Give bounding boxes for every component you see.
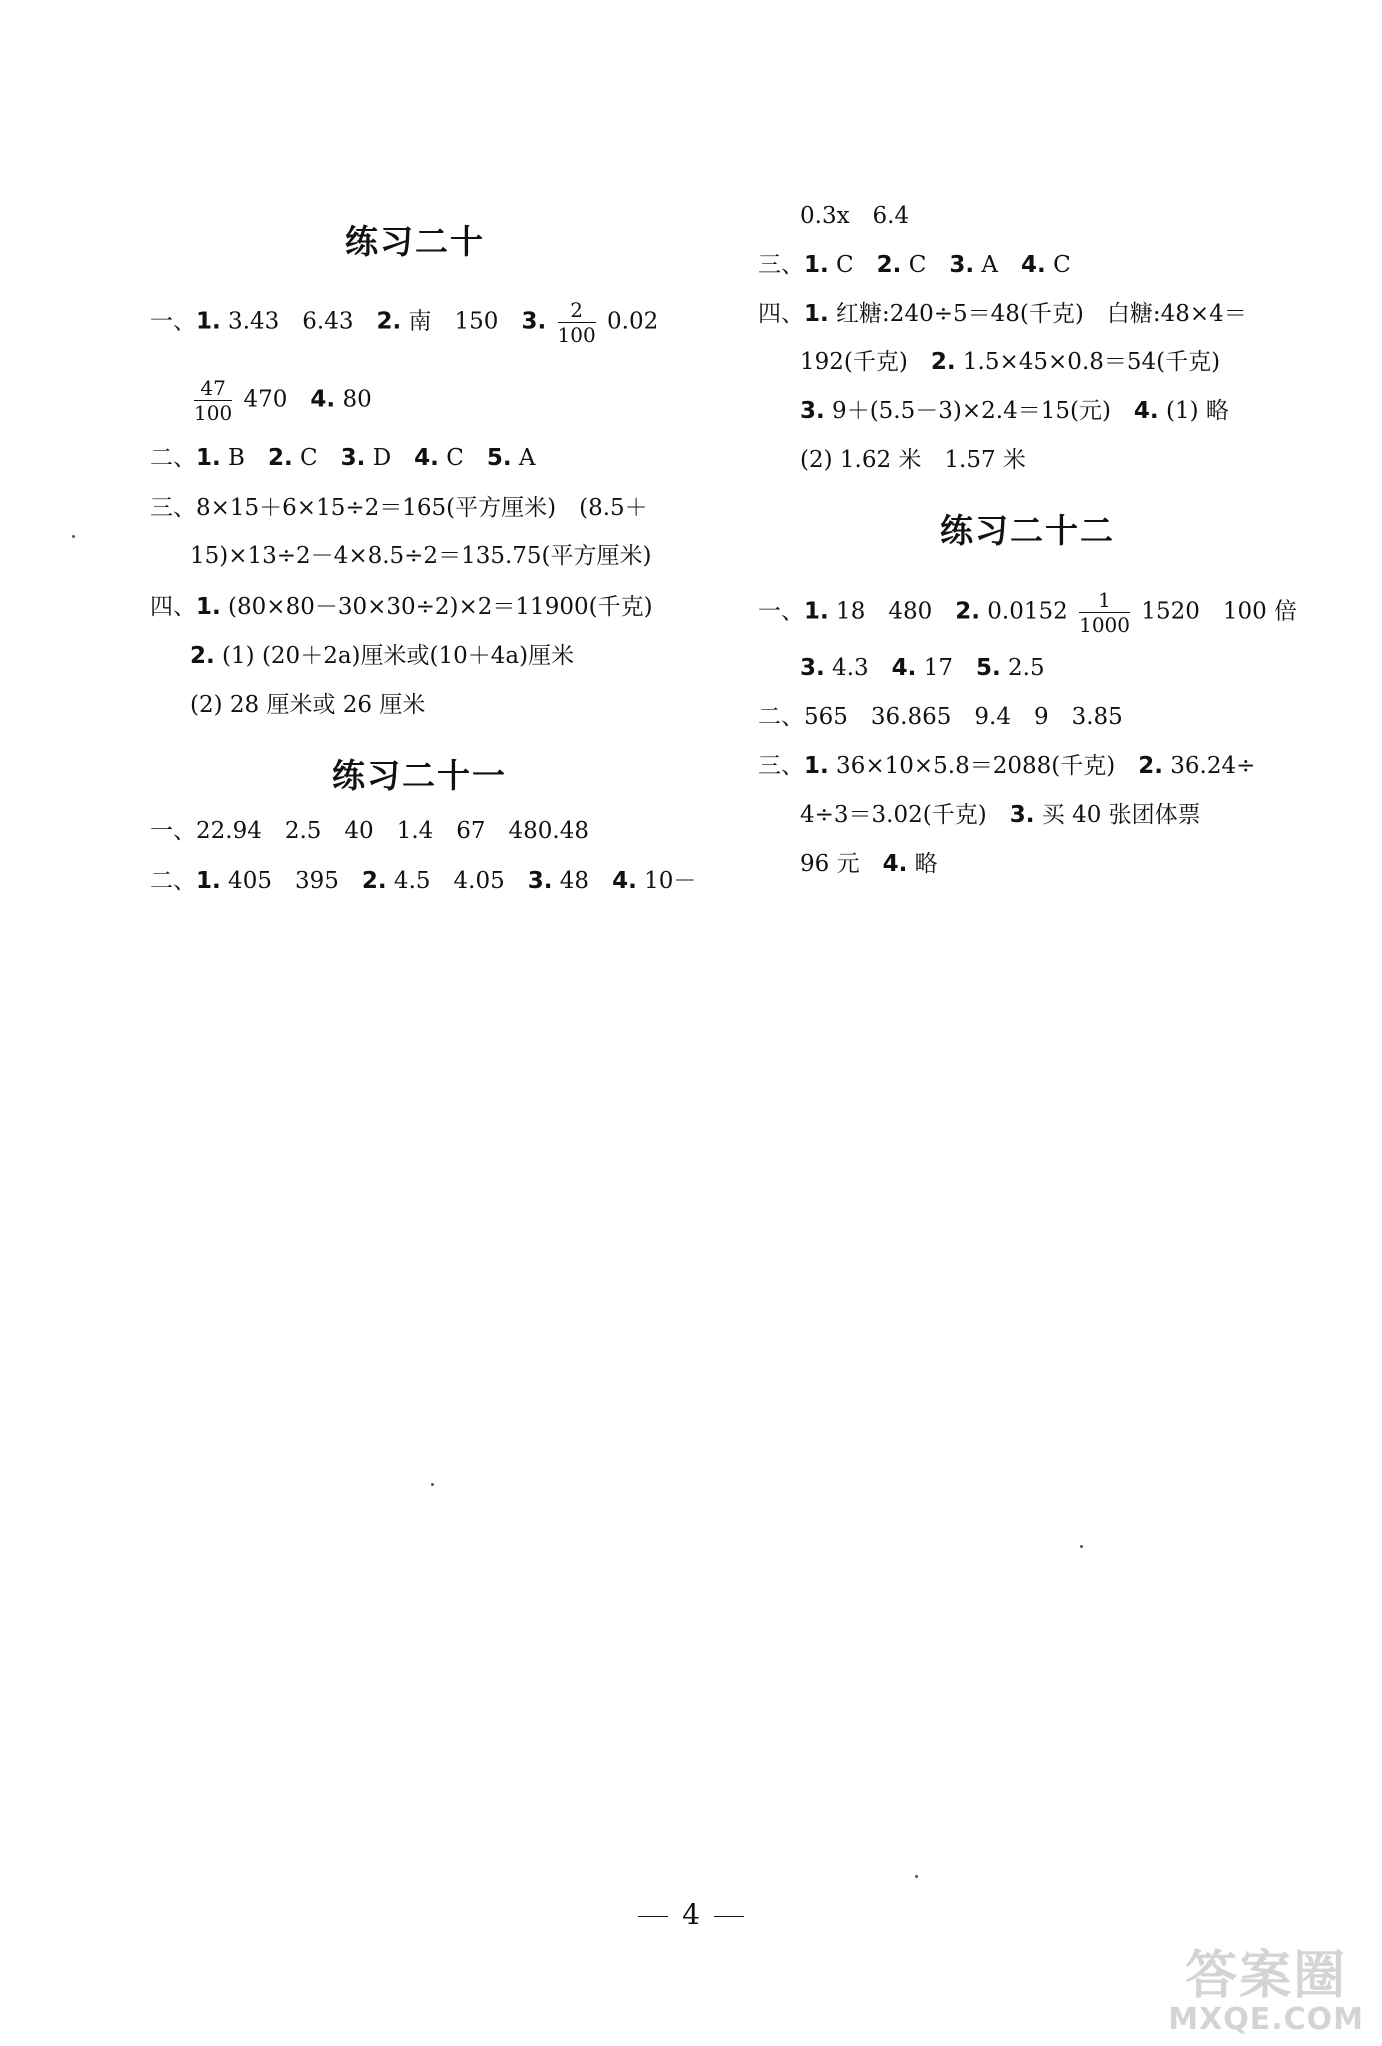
scan-speck [72, 535, 75, 538]
section-title-21: 练习二十一 [332, 756, 507, 795]
section-title-22: 练习二十二 [940, 511, 1115, 550]
answer-21-part3: 三、1. C 2. C 3. A 4. C [758, 252, 1071, 278]
answer-21-part4-line3: 3. 9＋(5.5－3)×2.4＝15(元) 4. (1) 略 [800, 398, 1229, 424]
answer-20-part4-line3: (2) 28 厘米或 26 厘米 [190, 692, 426, 718]
answer-21-part2-cont: 0.3x 6.4 [800, 203, 910, 229]
answer-20-part1-cont: $\frac{47}{100}$ 470 4. 80 [194, 376, 372, 425]
answer-20-part4-line2: 2. (1) (20＋2a)厘米或(10＋4a)厘米 [190, 643, 575, 669]
scan-speck [915, 1875, 918, 1878]
answer-21-part4-line1: 四、1. 红糖:240÷5＝48(千克) 白糖:48×4＝ [758, 301, 1247, 327]
answer-22-part1: 一、1. 18 480 2. 0.0152 $\frac{1}{1000}$ 1520 100 倍 [758, 588, 1298, 637]
answer-20-part4-line1: 四、1. (80×80－30×30÷2)×2＝11900(千克) [150, 594, 653, 620]
answer-22-part1-cont: 3. 4.3 4. 17 5. 2.5 [800, 655, 1045, 681]
answer-21-part4-line2: 192(千克) 2. 1.5×45×0.8＝54(千克) [800, 349, 1221, 375]
section-title-20: 练习二十 [345, 222, 485, 261]
fraction: $\frac{2}{100}$ [557, 298, 596, 347]
answer-21-part1: 一、22.94 2.5 40 1.4 67 480.48 [150, 818, 590, 844]
answer-20-part3-line1: 三、8×15＋6×15÷2＝165(平方厘米) (8.5＋ [150, 495, 648, 521]
answer-21-part4-line4: (2) 1.62 米 1.57 米 [800, 447, 1026, 473]
scan-speck [1080, 1545, 1083, 1548]
dash-left [638, 1916, 668, 1917]
answer-22-part3-line2: 4÷3＝3.02(千克) 3. 买 40 张团体票 [800, 802, 1201, 828]
answer-20-part3-line2: 15)×13÷2－4×8.5÷2＝135.75(平方厘米) [190, 543, 652, 569]
fraction: $\frac{47}{100}$ [194, 376, 233, 425]
answer-21-part2: 二、1. 405 395 2. 4.5 4.05 3. 48 4. 10－ [150, 868, 697, 894]
scan-speck [431, 1483, 434, 1486]
fraction: $\frac{1}{1000}$ [1079, 588, 1130, 637]
answer-22-part3-line1: 三、1. 36×10×5.8＝2088(千克) 2. 36.24÷ [758, 753, 1256, 779]
page-number: 4 [0, 1898, 1382, 1931]
answer-22-part3-line3: 96 元 4. 略 [800, 851, 938, 877]
dash-right [714, 1916, 744, 1917]
answer-20-part2: 二、1. B 2. C 3. D 4. C 5. A [150, 445, 536, 471]
watermark-logo: 答案圈 MXQE.COM [1168, 1946, 1364, 2037]
answer-22-part2: 二、565 36.865 9.4 9 3.85 [758, 704, 1123, 730]
answer-20-part1: 一、1. 3.43 6.43 2. 南 150 3. $\frac{2}{100}$ 0.02 [150, 298, 659, 347]
